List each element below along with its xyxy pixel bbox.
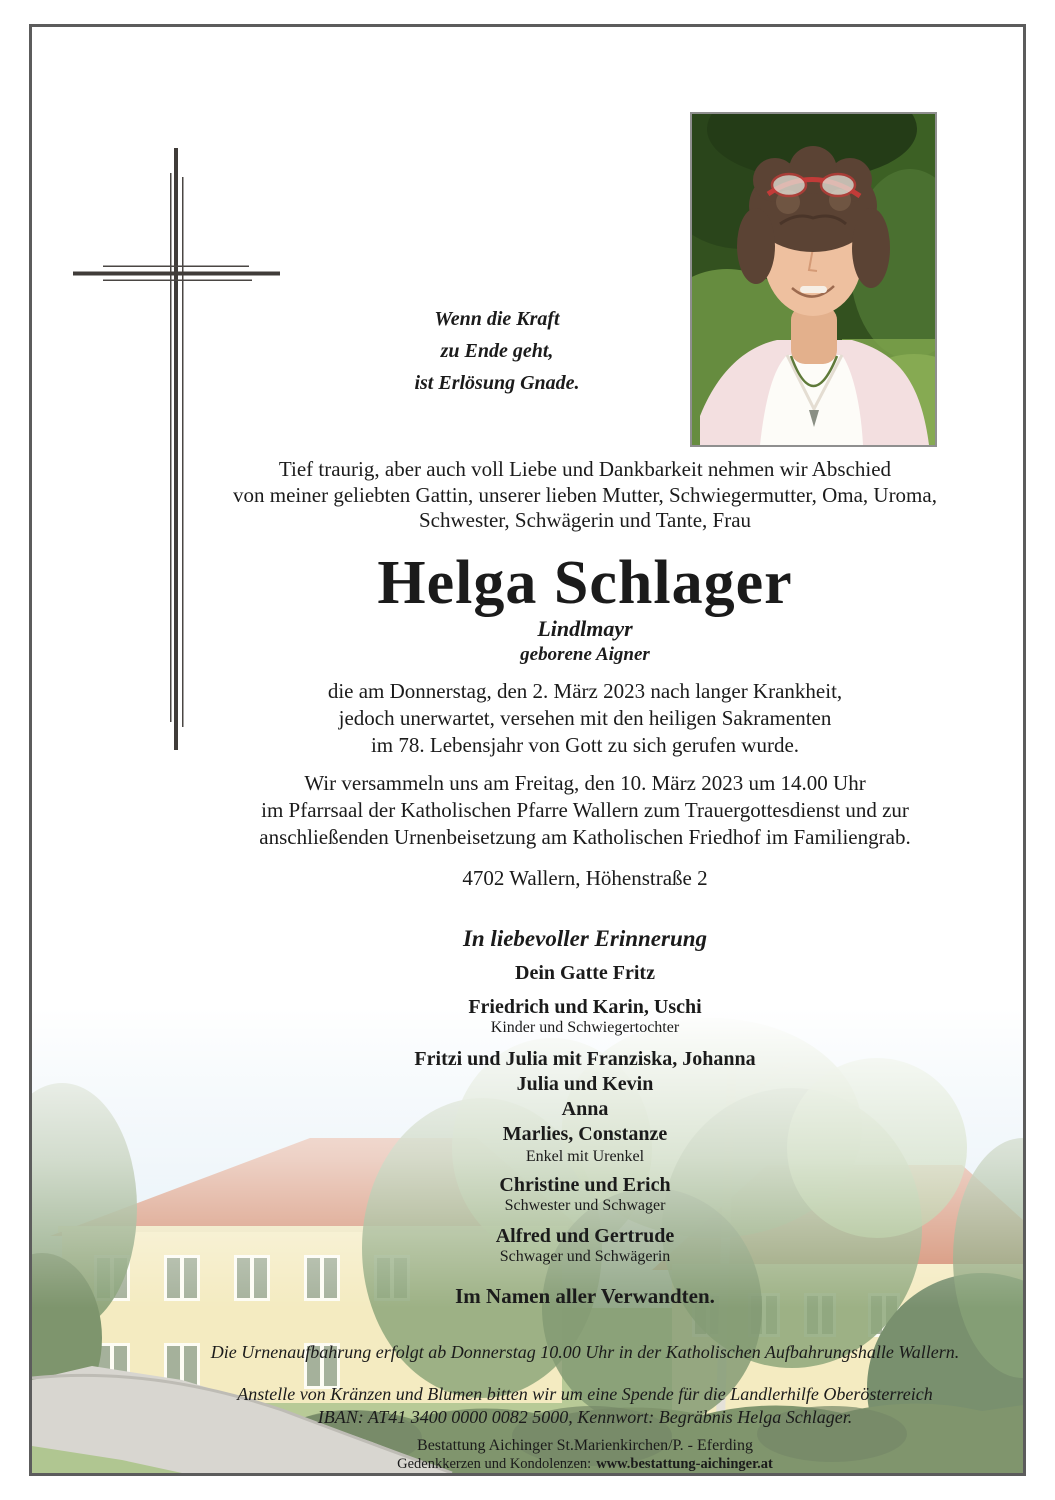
- motto-line: zu Ende geht,: [440, 340, 554, 362]
- condolence-line: [130, 1455, 1040, 1473]
- death-line: im 78. Lebensjahr von Gott zu sich gerufen wurde.: [370, 733, 800, 757]
- funeral-home-line: Bestattung Aichinger St.Marienkirchen/P. - Eferding: [417, 1437, 753, 1454]
- motto-line: ist Erlösung Gnade.: [414, 372, 580, 394]
- intro-line: Tief traurig, aber auch voll Liebe und Dankbarkeit nehmen wir Abschied: [278, 457, 892, 481]
- intro-line: von meiner geliebten Gattin, unserer lieben Mutter, Schwiegermutter, Oma, Uroma,: [233, 482, 937, 507]
- death-paragraph: [130, 678, 1040, 759]
- intro-line: Schwester, Schwägerin und Tante, Frau: [418, 508, 752, 532]
- closing-line: Im Namen aller Verwandten.: [455, 1284, 715, 1308]
- deceased-name: Helga Schlager: [377, 549, 793, 617]
- motto-line: Wenn die Kraft: [434, 308, 560, 330]
- mourner-name: Dein Gatte Fritz: [515, 962, 655, 984]
- deceased-vulgo-name: Lindlmayr: [537, 616, 633, 641]
- mourner-name: Christine und Erich: [499, 1174, 671, 1196]
- mourner-relation: Schwager und Schwägerin: [499, 1248, 671, 1265]
- mourner-relation: Enkel mit Urenkel: [525, 1148, 645, 1165]
- service-line: im Pfarrsaal der Katholischen Pfarre Wallern zum Trauergottesdienst und zur: [261, 798, 909, 822]
- donation-line: Anstelle von Kränzen und Blumen bitten wir um eine Spende für die Landlerhilfe Oberösterreich: [237, 1384, 933, 1404]
- deceased-maiden-name: geborene Aigner: [520, 644, 650, 665]
- service-address: 4702 Wallern, Höhenstraße 2: [462, 866, 708, 890]
- mourner-name: Julia und Kevin: [516, 1073, 654, 1095]
- mourner-name-group: [130, 1047, 1040, 1147]
- death-line: jedoch unerwartet, versehen mit den heiligen Sakramenten: [338, 706, 832, 730]
- mourner-name: Friedrich und Karin, Uschi: [468, 996, 702, 1018]
- donation-notice: [130, 1383, 1040, 1429]
- portrait-illustration: [692, 114, 935, 445]
- mourner-relation: Kinder und Schwiegertochter: [490, 1019, 680, 1036]
- laying-out-notice: Die Urnenaufbahrung erfolgt ab Donnerstag 10.00 Uhr in der Katholischen Aufbahrungshalle Wallern.: [210, 1342, 960, 1362]
- mourner-name: Marlies, Constanze: [502, 1123, 668, 1145]
- motto: [330, 303, 664, 399]
- donation-line: IBAN: AT41 3400 0000 0082 5000, Kennwort: Begräbnis Helga Schlager.: [317, 1407, 853, 1427]
- service-paragraph: [130, 770, 1040, 851]
- condolence-label: Gedenkkerzen und Kondolenzen:: [397, 1456, 592, 1472]
- mourner-name: Fritzi und Julia mit Franziska, Johanna: [414, 1048, 756, 1070]
- mourner-name: Anna: [561, 1098, 609, 1120]
- service-line: anschließenden Urnenbeisetzung am Katholischen Friedhof im Familiengrab.: [259, 825, 911, 849]
- mourner-name: Alfred und Gertrude: [495, 1225, 675, 1247]
- service-line: Wir versammeln uns am Freitag, den 10. März 2023 um 14.00 Uhr: [304, 771, 866, 795]
- memorial-cross-icon: [60, 140, 290, 760]
- intro-paragraph: [130, 457, 1040, 534]
- condolence-url[interactable]: www.bestattung-aichinger.at: [596, 1456, 773, 1472]
- portrait-photo: [690, 112, 937, 447]
- death-line: die am Donnerstag, den 2. März 2023 nach langer Krankheit,: [327, 679, 843, 703]
- mourner-relation: Schwester und Schwager: [504, 1197, 666, 1214]
- remembrance-title: In liebevoller Erinnerung: [462, 926, 708, 951]
